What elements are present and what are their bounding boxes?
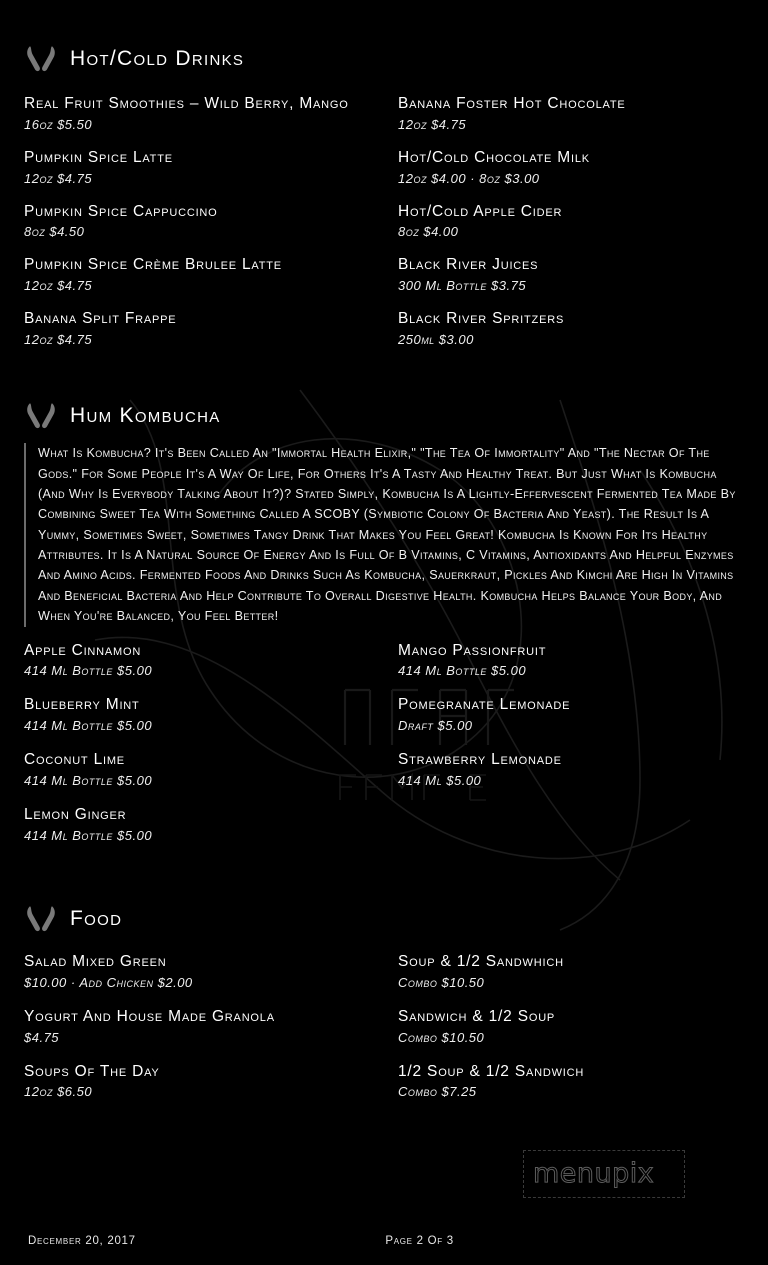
menu-item	[24, 952, 370, 990]
item-price: Combo $10.50	[398, 1029, 485, 1045]
item-name: Pumpkin Spice Latte	[24, 148, 173, 166]
kombucha-columns	[24, 641, 744, 860]
kombucha-left-column	[24, 641, 384, 860]
menu-item	[398, 255, 730, 293]
menu-item	[398, 309, 730, 347]
item-name: Apple Cinnamon	[24, 641, 142, 659]
item-price: Combo $7.25	[398, 1084, 477, 1100]
menupix-watermark	[523, 1150, 685, 1198]
item-price: 414 Ml Bottle $5.00	[24, 663, 153, 679]
food-columns	[24, 952, 744, 1116]
drinks-columns	[24, 94, 744, 363]
item-name: Real Fruit Smoothies – Wild Berry, Mango	[24, 95, 349, 112]
menu-item	[398, 94, 730, 132]
section-hot-cold-drinks	[24, 0, 744, 363]
menu-item	[398, 952, 730, 990]
menu-item	[24, 309, 370, 347]
menu-item	[24, 641, 370, 679]
item-name: Soup & 1/2 Sandwhich	[398, 952, 564, 970]
menu-item	[398, 750, 730, 788]
item-price: 250ml $3.00	[398, 332, 474, 348]
section-header-drinks	[24, 44, 744, 74]
crossed-paddles-icon	[24, 401, 58, 431]
item-price: 12oz $4.75	[24, 278, 93, 294]
item-price: 16oz $5.50	[24, 116, 93, 132]
item-name: Mango Passionfruit	[398, 641, 547, 659]
item-name: Sandwich & 1/2 Soup	[398, 1007, 556, 1025]
footer-date: December 20, 2017	[28, 1235, 136, 1247]
section-title-drinks: Hot/Cold Drinks	[70, 47, 245, 70]
crossed-paddles-icon	[24, 904, 58, 934]
item-name: Strawberry Lemonade	[398, 751, 562, 769]
menu-item	[398, 641, 730, 679]
item-name: Black River Spritzers	[398, 310, 565, 328]
item-name: Banana Foster Hot Chocolate	[398, 95, 626, 112]
item-name: Soups Of The Day	[24, 1062, 160, 1080]
menu-item	[398, 148, 730, 186]
kombucha-right-column	[384, 641, 744, 860]
item-price: Combo $10.50	[398, 974, 485, 990]
menu-item	[24, 148, 370, 186]
item-name: Coconut Lime	[24, 751, 125, 769]
menu-item	[398, 202, 730, 240]
menu-item	[24, 750, 370, 788]
section-title-food: Food	[70, 906, 123, 930]
item-name: Black River Juices	[398, 256, 539, 274]
item-name: Blueberry Mint	[24, 696, 140, 714]
section-header-food	[24, 904, 744, 934]
menu-item	[24, 202, 370, 240]
drinks-right-column	[384, 94, 744, 363]
menu-item	[24, 1007, 370, 1045]
item-name: Salad Mixed Green	[24, 952, 167, 970]
item-name: Pomegranate Lemonade	[398, 696, 571, 714]
item-price: 414 Ml Bottle $5.00	[24, 773, 153, 789]
item-price: 8oz $4.00	[398, 224, 459, 240]
item-name: Pumpkin Spice Crème Brulee Latte	[24, 256, 282, 274]
section-header-kombucha	[24, 401, 744, 431]
item-name: Banana Split Frappe	[24, 310, 177, 328]
crossed-paddles-icon	[24, 44, 58, 74]
item-price: 12oz $4.75	[24, 170, 93, 186]
item-price: 8oz $4.50	[24, 224, 85, 240]
menu-item	[24, 1062, 370, 1100]
item-name: Hot/Cold Chocolate Milk	[398, 148, 590, 166]
menu-item	[398, 1007, 730, 1045]
footer-page-number: Page 2 Of 3	[385, 1235, 454, 1247]
section-title-kombucha: Hum Kombucha	[70, 404, 221, 428]
menu-item	[24, 805, 370, 843]
page-footer	[0, 1235, 768, 1247]
item-price: Draft $5.00	[398, 718, 473, 734]
menu-item	[398, 695, 730, 733]
item-price: 300 Ml Bottle $3.75	[398, 278, 527, 294]
item-price: 12oz $6.50	[24, 1084, 93, 1100]
food-right-column	[384, 952, 744, 1116]
item-name: Lemon Ginger	[24, 806, 127, 824]
section-hum-kombucha	[24, 401, 744, 860]
menu-item	[24, 94, 370, 132]
item-price: 12oz $4.00 · 8oz $3.00	[398, 170, 540, 186]
item-price: 12oz $4.75	[24, 332, 93, 348]
item-price: 414 Ml Bottle $5.00	[24, 827, 153, 843]
food-left-column	[24, 952, 384, 1116]
item-price: 12oz $4.75	[398, 116, 467, 132]
item-name: Yogurt And House Made Granola	[24, 1007, 275, 1025]
item-price: $10.00 · Add Chicken $2.00	[24, 974, 193, 990]
menupix-watermark-label: menupix	[533, 1158, 655, 1189]
item-name: 1/2 Soup & 1/2 Sandwich	[398, 1062, 585, 1080]
item-name: Pumpkin Spice Cappuccino	[24, 202, 218, 220]
drinks-left-column	[24, 94, 384, 363]
item-price: 414 Ml Bottle $5.00	[24, 718, 153, 734]
item-price: $4.75	[24, 1029, 60, 1045]
menu-item	[398, 1062, 730, 1100]
menu-item	[24, 695, 370, 733]
section-food	[24, 904, 744, 1116]
menu-item	[24, 255, 370, 293]
kombucha-description: What Is Kombucha? It's Been Called An "Immortal Health Elixir," "The Tea Of Immortality" And "The Nectar Of The Gods." For Some People It's A Way Of Life, For Others It's A Tasty And Healthy Treat. But Just What Is Kombucha (And Why Is Everybody Talking About It?)? Stated Simply, Kombucha Is A Lightly-Effervescent Fermented Tea Made By Combining Sweet Tea With Something Called A SCOBY (Symbiotic Colony Of Bacteria And Yeast). The Result Is A Yummy, Sometimes Sweet, Sometimes Tangy Drink That Makes You Feel Great! Kombucha Is Known For Its Healthy Attributes. It Is A Natural Source Of Energy And Is Full Of B Vitamins, C Vitamins, Antioxidants And Helpful Enzymes And Amino Acids. Fermented Foods And Drinks Such As Kombucha, Sauerkraut, Pickles And Kimchi Are High In Vitamins And Beneficial Bacteria And Help Contribute To Overall Digestive Health. Kombucha Helps Balance Your Body, And When You're Balanced, You Feel Better!	[24, 443, 744, 627]
item-price: 414 Ml Bottle $5.00	[398, 663, 527, 679]
item-name: Hot/Cold Apple Cider	[398, 202, 563, 220]
item-price: 414 Ml $5.00	[398, 773, 482, 789]
